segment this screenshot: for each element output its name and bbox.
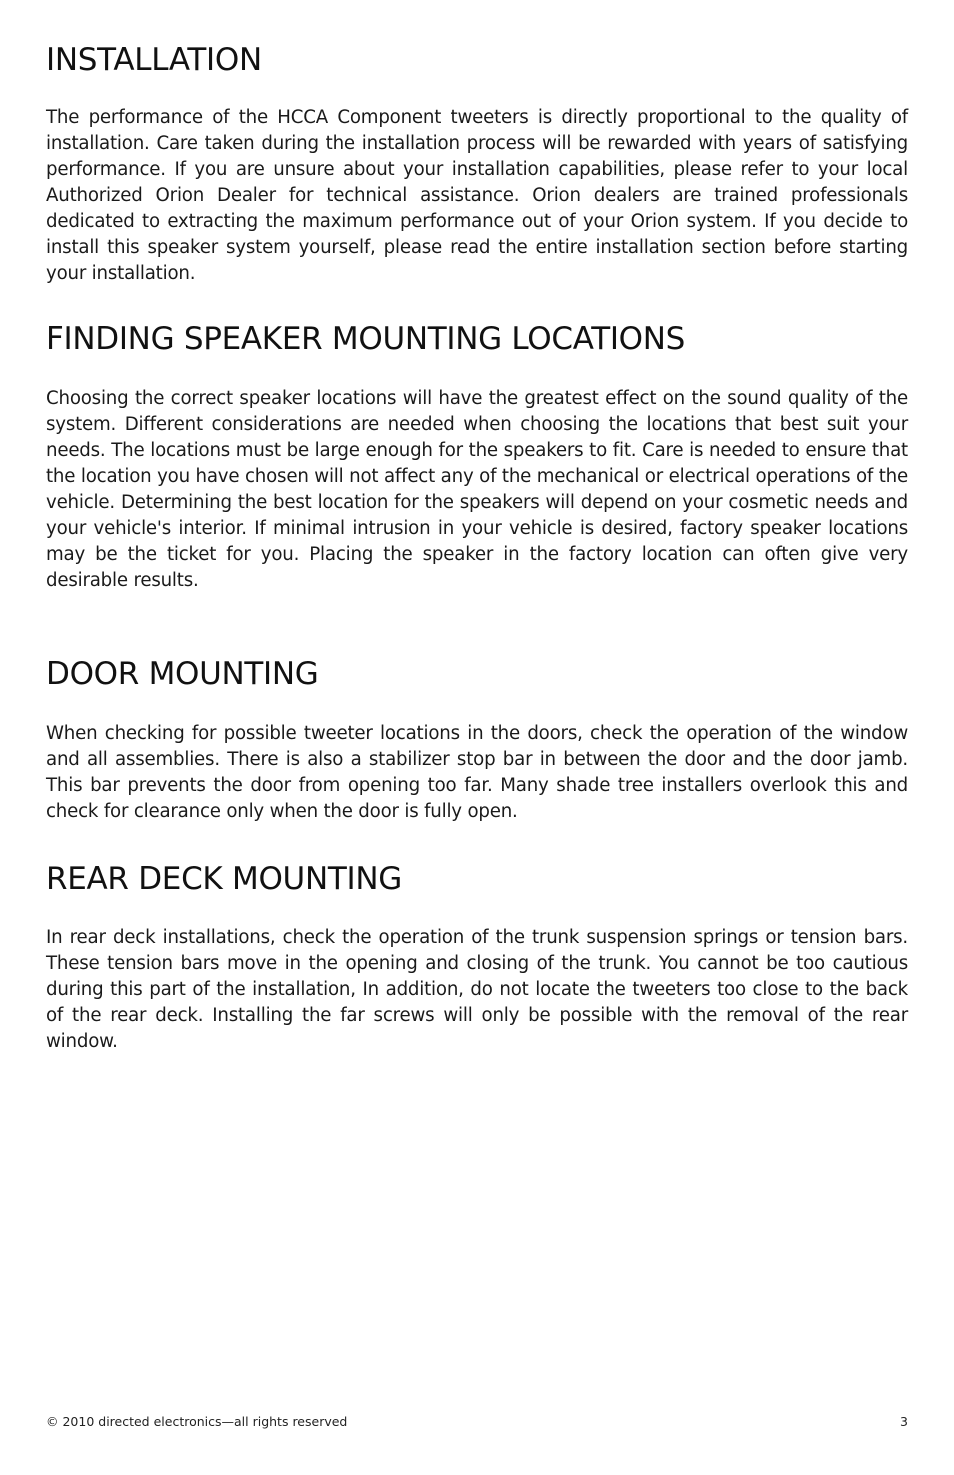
section-heading: INSTALLATION	[46, 42, 262, 78]
section-body: In rear deck installations, check the operation of the trunk suspension springs or tension bars. These tension bars move in the opening and closing of the trunk. You cannot be too cautious during this part of the installation, In addition, do not locate the tweeters too close to the back of the rear deck. Installing the far screws will only be possible with the removal of the rear window.	[46, 927, 908, 1052]
section-body: The performance of the HCCA Component tweeters is directly proportional to the quality of installation. Care taken during the installation process will be rewarded with years of satisfying performance. If you are unsure about your installation capabilities, please refer to your local Authorized Orion Dealer for technical assistance. Orion dealers are trained professionals dedicated to extracting the maximum performance out of your Orion system. If you decide to install this speaker system yourself, please read the entire installation section before starting your installation.	[46, 107, 908, 284]
section-finding-speaker-mounting-locations	[46, 321, 908, 594]
section-rear-deck-mounting	[46, 861, 908, 1055]
footer-copyright: © 2010 directed electronics—all rights reserved	[46, 1414, 348, 1429]
section-body: When checking for possible tweeter locations in the doors, check the operation of the window and all assemblies. There is also a stabilizer stop bar in between the door and the door jamb. This bar prevents the door from opening too far. Many shade tree installers overlook this and check for clearance only when the door is fully open.	[46, 723, 908, 822]
section-installation	[46, 42, 908, 287]
section-door-mounting	[46, 656, 908, 825]
section-body: Choosing the correct speaker locations will have the greatest effect on the sound quality of the system. Different considerations are needed when choosing the locations that best suit your needs. The locations must be large enough for the speakers to fit. Care is needed to ensure that the location you have chosen will not affect any of the mechanical or electrical operations of the vehicle. Determining the best location for the speakers will depend on your cosmetic needs and your vehicle's interior. If minimal intrusion in your vehicle is desired, factory speaker locations may be the ticket for you. Placing the speaker in the factory location can often give very desirable results.	[46, 388, 908, 591]
section-heading: FINDING SPEAKER MOUNTING LOCATIONS	[46, 321, 686, 357]
section-heading: DOOR MOUNTING	[46, 656, 319, 692]
page-number: 3	[900, 1414, 908, 1429]
section-heading: REAR DECK MOUNTING	[46, 861, 402, 897]
